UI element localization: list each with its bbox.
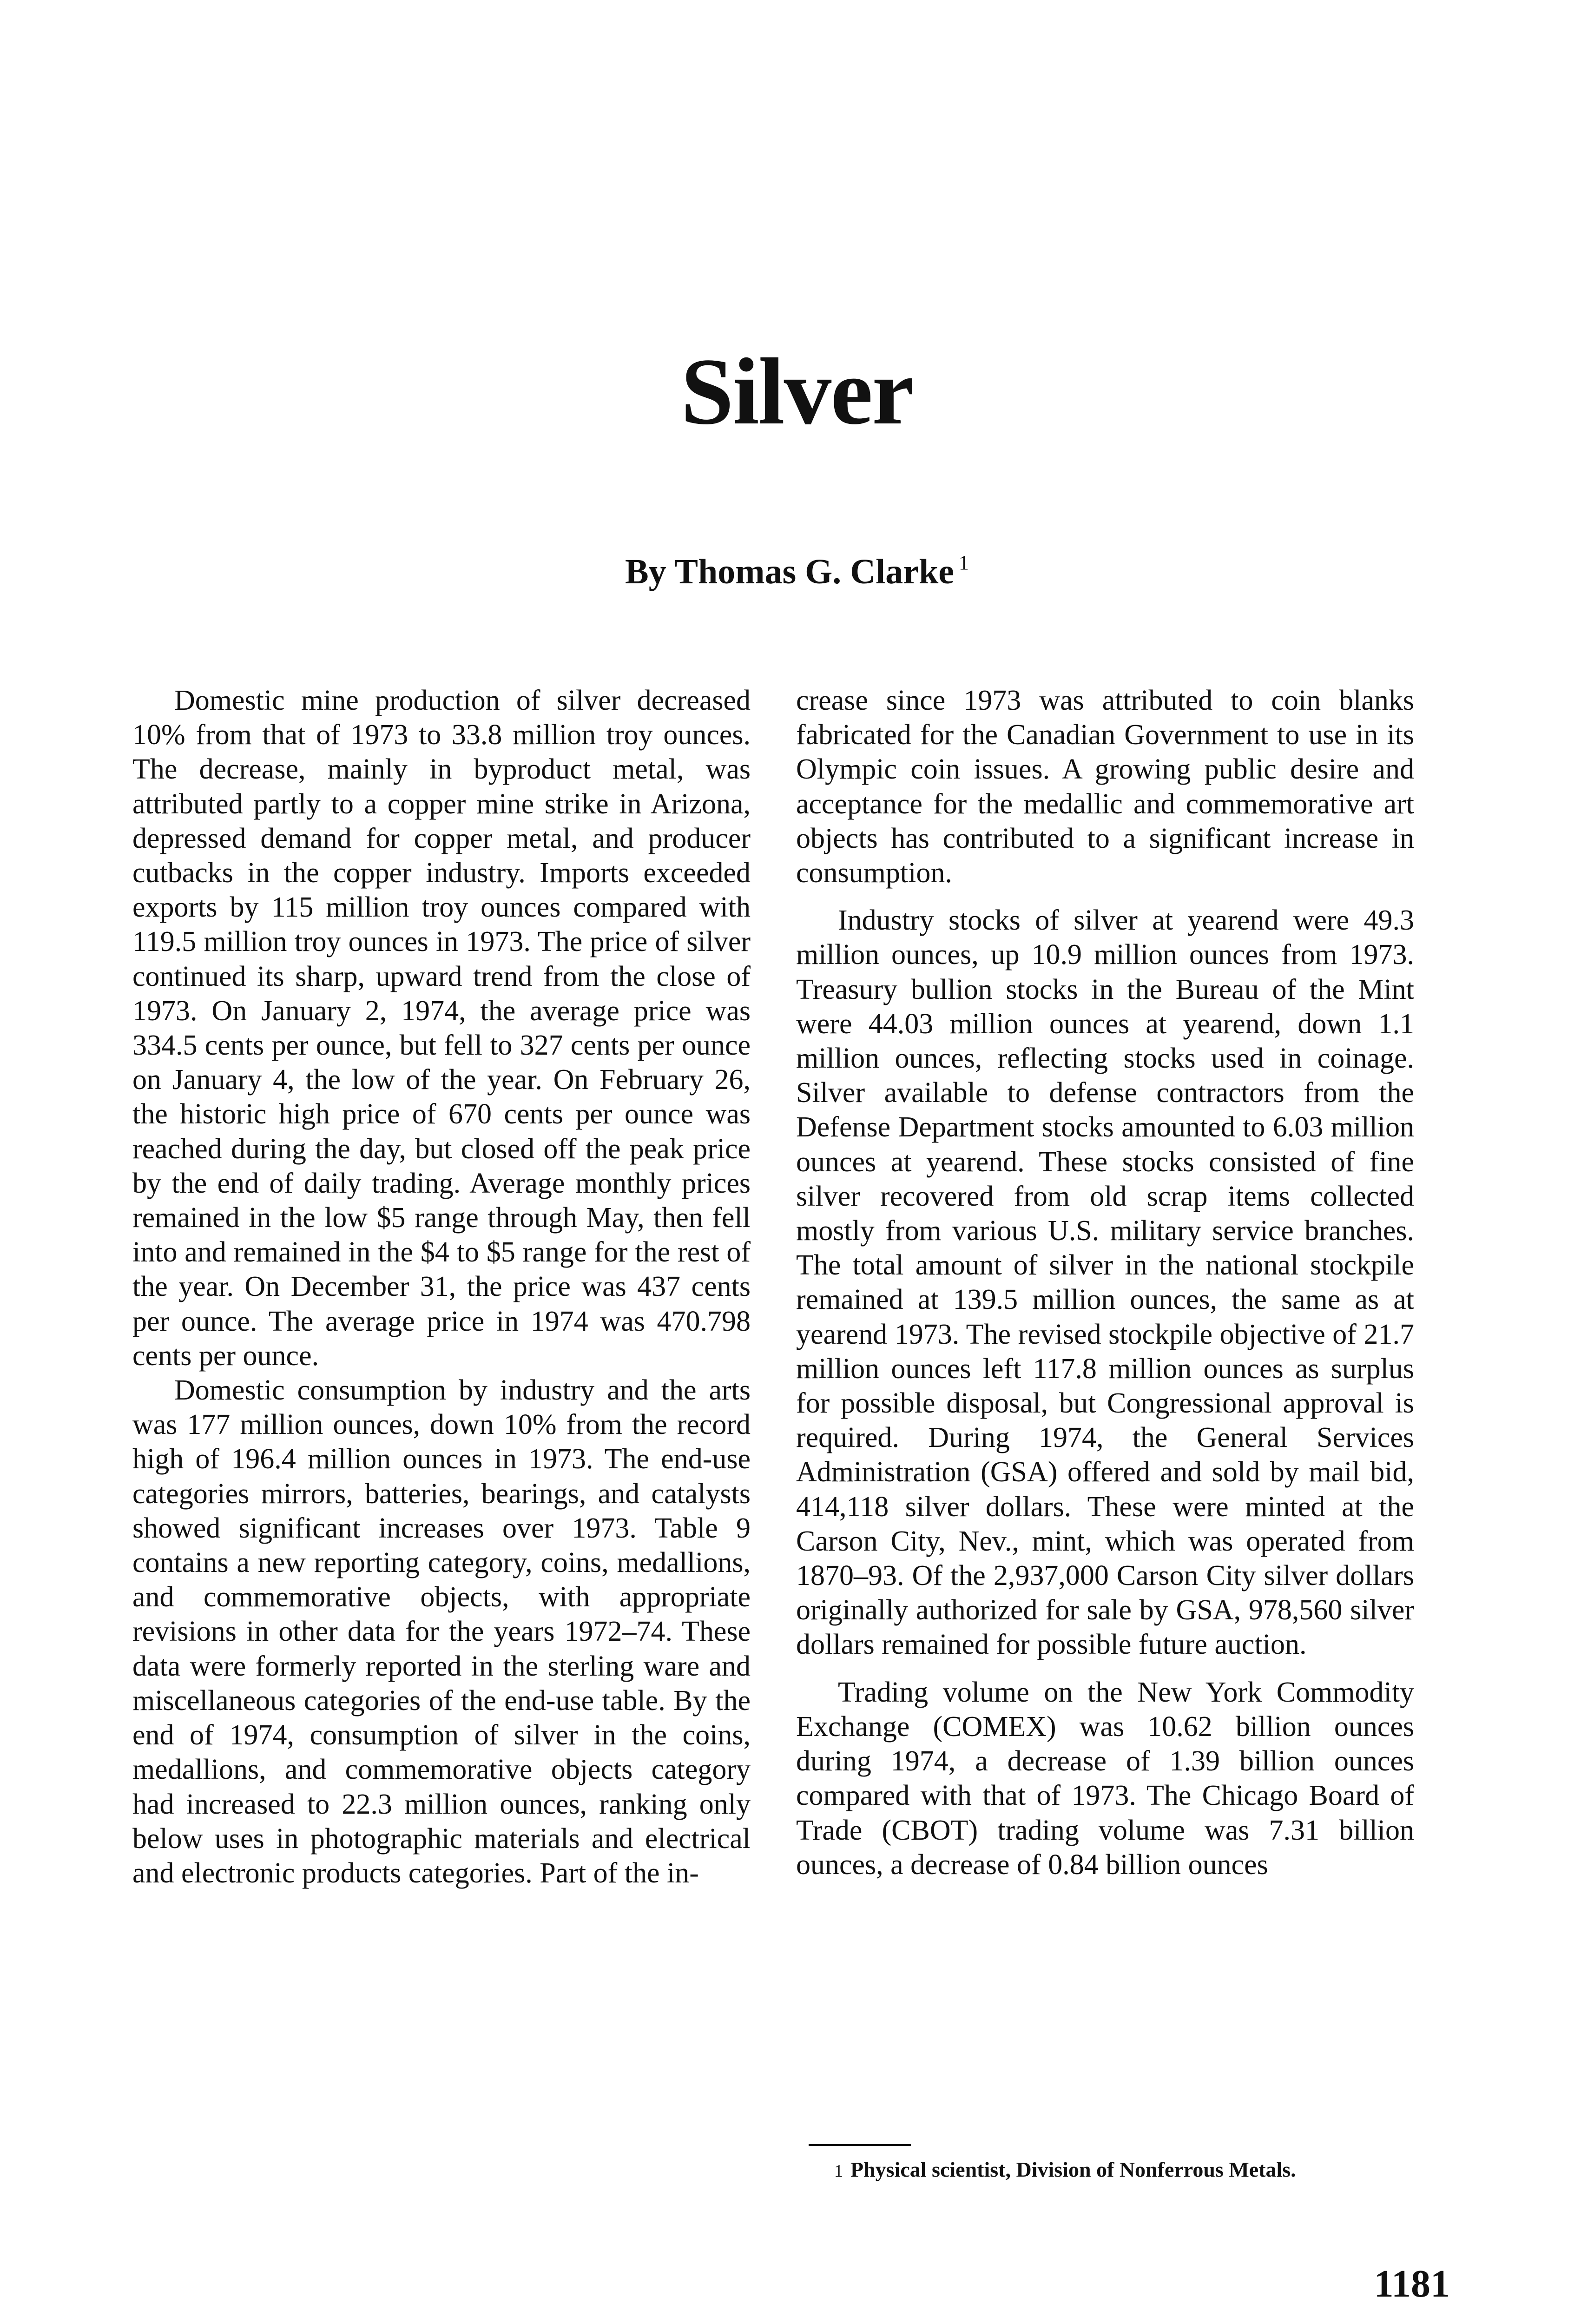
author-name: By Thomas G. Clarke xyxy=(625,552,954,591)
footnote-divider xyxy=(809,2144,911,2146)
left-column xyxy=(132,683,751,1890)
author-byline xyxy=(0,551,1594,593)
footnote-text: Physical scientist, Division of Nonferrous Metals. xyxy=(850,2158,1296,2181)
page-title: Silver xyxy=(680,339,914,444)
page-number: 1181 xyxy=(1374,2262,1450,2305)
paragraph-trading: Trading volume on the New York Commodity Exchange (COMEX) was 10.62 billion ounces during 1974, a decrease of 1.39 billion ounces compared with that of 1973. The Chicago Board of Trade (CBOT) trading volume was 7.31 billion ounces, a decrease of 0.84 billion ounces xyxy=(796,1676,1414,1881)
paragraph-consumption: Domestic consumption by industry and the arts was 177 million ounces, down 10% from the record high of 196.4 million ounces in 1973. The end-use categories mirrors, batteries, bearings, and catalysts showed significant increases over 1973. Table 9 contains a new reporting category, coins, medallions, and commemorative objects, with appropriate revisions in other data for the years 1972–74. These data were formerly reported in the sterling ware and miscellaneous categories of the end-use table. By the end of 1974, consumption of silver in the coins, medallions, and commemorative objects category had increased to 22.3 million ounces, ranking only below uses in photographic materials and electrical and electronic products categories. Part of the in- xyxy=(132,1374,751,1889)
footnote-marker: 1 xyxy=(834,2161,843,2181)
footnote xyxy=(834,2156,1424,2184)
right-column xyxy=(796,683,1414,1882)
paragraph-production: Domestic mine production of silver decreased 10% from that of 1973 to 33.8 million troy ounces. The decrease, mainly in byproduct metal, was attributed partly to a copper mine strike in Arizona, depressed demand for copper metal, and producer cutbacks in the copper industry. Imports exceeded exports by 115 million troy ounces compared with 119.5 million troy ounces in 1973. The price of silver continued its sharp, upward trend from the close of 1973. On January 2, 1974, the average price was 334.5 cents per ounce, but fell to 327 cents per ounce on January 4, the low of the year. On February 26, the historic high price of 670 cents per ounce was reached during the day, but closed off the peak price by the end of daily trading. Average monthly prices remained in the low $5 range through May, then fell into and remained in the $4 to $5 range for the rest of the year. On December 31, the price was 437 cents per ounce. The average price in 1974 was 470.798 cents per ounce. xyxy=(132,685,751,1372)
paragraph-consumption-continued: crease since 1973 was attributed to coin blanks fabricated for the Canadian Government to use in its Olympic coin issues. A growing public desire and acceptance for the medallic and commemorative art objects has contributed to a significant increase in consumption. xyxy=(796,685,1414,889)
paragraph-stocks: Industry stocks of silver at yearend were 49.3 million ounces, up 10.9 million ounces from 1973. Treasury bullion stocks in the Bureau of the Mint were 44.03 million ounces at yearend, down 1.1 million ounces, reflecting stocks used in coinage. Silver available to defense contractors from the Defense Department stocks amounted to 6.03 million ounces at yearend. These stocks consisted of fine silver recovered from old scrap items collected mostly from various U.S. military service branches. The total amount of silver in the national stockpile remained at 139.5 million ounces, the same as at yearend 1973. The revised stockpile objective of 21.7 million ounces left 117.8 million ounces as surplus for possible disposal, but Congressional approval is required. During 1974, the General Services Administration (GSA) offered and sold by mail bid, 414,118 silver dollars. These were minted at the Carson City, Nev., mint, which was operated from 1870–93. Of the 2,937,000 Carson City silver dollars originally authorized for sale by GSA, 978,560 silver dollars remained for possible future auction. xyxy=(796,905,1414,1661)
footnote-reference: 1 xyxy=(959,551,969,574)
